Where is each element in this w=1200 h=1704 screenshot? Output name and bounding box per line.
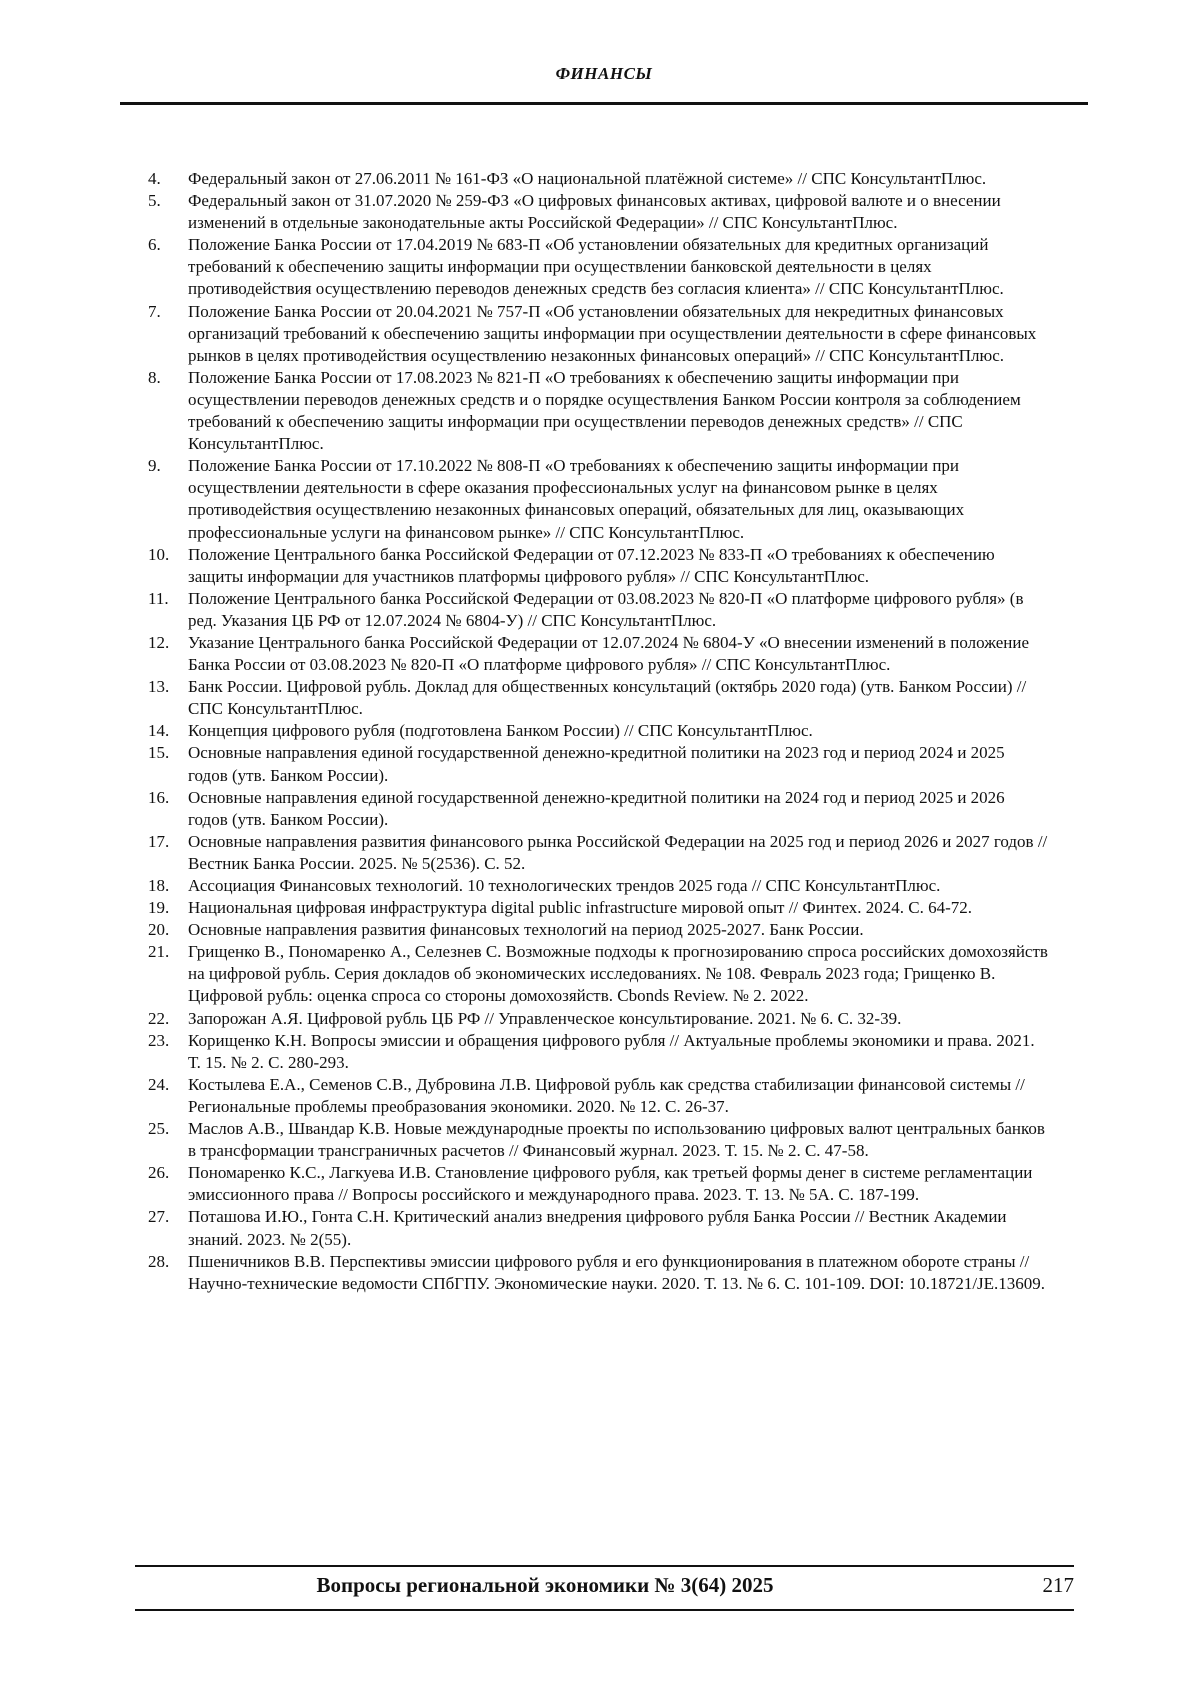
reference-text: Национальная цифровая инфраструктура digital public infrastructure мировой опыт // Финтех. 2024. С. 64-72. <box>188 898 973 918</box>
reference-item <box>148 1030 1048 1074</box>
reference-text: Корищенко К.Н. Вопросы эмиссии и обращения цифрового рубля // Актуальные проблемы экономики и права. 2021. Т. 15. № 2. С. 280-293. <box>188 1030 1035 1072</box>
reference-text: Костылева Е.А., Семенов С.В., Дубровина Л.В. Цифровой рубль как средства стабилизации финансовой системы // Региональные проблемы преобразования экономики. 2020. № 12. С. 26-37. <box>188 1074 1025 1116</box>
reference-text: Положение Банка России от 20.04.2021 № 757-П «Об установлении обязательных для некредитных финансовых организаций требований к обеспечению защиты информации при осуществлении деятельности в сфере финансовых рынков в целях противодействия осуществлению незаконных финансовых операций» // СПС КонсультантПлюс. <box>188 301 1037 365</box>
reference-item <box>148 1206 1048 1250</box>
reference-text: Федеральный закон от 31.07.2020 № 259-ФЗ «О цифровых финансовых активах, цифровой валюте и о внесении изменений в отдельные законодательные акты Российской Федерации» // СПС КонсультантПлюс. <box>188 191 1001 233</box>
reference-item <box>148 588 1048 632</box>
reference-text: Положение Банка России от 17.08.2023 № 821-П «О требованиях к обеспечению защиты информации при осуществлении переводов денежных средств и о порядке осуществления Банком России контроля за соблюдением требований к обеспечению защиты информации при осуществлении переводов денежных средств» // СПС КонсультантПлюс. <box>188 367 1021 454</box>
reference-text: Федеральный закон от 27.06.2011 № 161-ФЗ «О национальной платёжной системе» // СПС КонсультантПлюс. <box>188 169 987 188</box>
reference-item <box>148 1162 1048 1206</box>
reference-text: Основные направления единой государственной денежно-кредитной политики на 2023 год и период 2024 и 2025 годов (утв. Банком России). <box>188 743 1005 785</box>
reference-item <box>148 742 1048 786</box>
reference-item <box>148 1074 1048 1118</box>
reference-text: Положение Банка России от 17.10.2022 № 808-П «О требованиях к обеспечению защиты информации при осуществлении деятельности в сфере оказания профессиональных услуг на финансовом рынке в целях противодействия осуществлению незаконных финансовых операций, обязательных для лиц, оказывающих профессиональные услуги на финансовом рынке» // СПС КонсультантПлюс. <box>188 456 965 542</box>
reference-item <box>148 897 1048 919</box>
reference-text: Основные направления развития финансового рынка Российской Федерации на 2025 год и период 2026 и 2027 годов // Вестник Банка России. 2025. № 5(2536). С. 52. <box>188 831 1048 873</box>
reference-item <box>148 941 1048 1007</box>
reference-item <box>148 234 1048 300</box>
reference-number: 19. <box>148 898 170 918</box>
reference-number: 27. <box>148 1207 170 1227</box>
reference-number: 13. <box>148 677 170 697</box>
reference-number: 24. <box>148 1074 170 1094</box>
reference-number: 11. <box>148 588 169 608</box>
reference-number: 12. <box>148 632 170 652</box>
reference-number: 6. <box>148 235 161 255</box>
reference-number: 20. <box>148 920 170 940</box>
reference-item <box>148 787 1048 831</box>
reference-number: 16. <box>148 787 170 807</box>
reference-text: Банк России. Цифровой рубль. Доклад для общественных консультаций (октябрь 2020 года) (утв. Банком России) // СПС КонсультантПлюс. <box>188 677 1027 719</box>
reference-number: 7. <box>148 301 161 321</box>
reference-number: 5. <box>148 191 161 211</box>
reference-item <box>148 190 1048 234</box>
reference-item <box>148 1008 1048 1030</box>
reference-text: Грищенко В., Пономаренко А., Селезнев С. Возможные подходы к прогнозированию спроса российских домохозяйств на цифровой рубль. Серия докладов об экономических исследованиях. № 108. Февраль 2023 года; Грищенко В. Цифровой рубль: оценка спроса со стороны домохозяйств. Cbonds Review. № 2. 2022. <box>188 942 1048 1006</box>
reference-text: Основные направления единой государственной денежно-кредитной политики на 2024 год и период 2025 и 2026 годов (утв. Банком России). <box>188 787 1005 829</box>
reference-number: 28. <box>148 1251 170 1271</box>
reference-item <box>148 455 1048 543</box>
reference-text: Пшеничников В.В. Перспективы эмиссии цифрового рубля и его функционирования в платежном обороте страны // Научно-технические ведомости СПбГПУ. Экономические науки. 2020. Т. 13. № 6. С. 101-109. DOI: 10.18721/JE.13609. <box>188 1251 1046 1293</box>
reference-item <box>148 367 1048 455</box>
reference-item <box>148 720 1048 742</box>
reference-list <box>148 168 1048 1295</box>
reference-number: 23. <box>148 1030 170 1050</box>
reference-number: 10. <box>148 544 170 564</box>
reference-text: Указание Центрального банка Российской Федерации от 12.07.2024 № 6804-У «О внесении изменений в положение Банка России от 03.08.2023 № 820-П «О платформе цифрового рубля» // СПС КонсультантПлюс. <box>188 632 1030 675</box>
reference-item <box>148 544 1048 588</box>
reference-text: Основные направления развития финансовых технологий на период 2025-2027. Банк России. <box>188 920 864 940</box>
running-head: ФИНАНСЫ <box>555 64 653 83</box>
page-number: 217 <box>1042 1573 1074 1597</box>
header-rule <box>120 102 1088 105</box>
reference-number: 21. <box>148 942 170 962</box>
reference-item <box>148 1118 1048 1162</box>
reference-item <box>148 632 1048 676</box>
reference-number: 4. <box>148 169 161 188</box>
reference-item <box>148 301 1048 367</box>
reference-text: Концепция цифрового рубля (подготовлена Банком России) // СПС КонсультантПлюс. <box>188 721 813 741</box>
reference-item <box>148 831 1048 875</box>
footer-rule-bottom <box>135 1609 1074 1611</box>
reference-item <box>148 875 1048 897</box>
reference-text: Положение Банка России от 17.04.2019 № 683-П «Об установлении обязательных для кредитных организаций требований к обеспечению защиты информации при осуществлении банковской деятельности в целях противодействия осуществлению переводов денежных средств без согласия клиента» // СПС КонсультантПлюс. <box>188 235 1004 299</box>
reference-number: 22. <box>148 1008 170 1028</box>
reference-number: 9. <box>148 456 161 476</box>
reference-item <box>148 919 1048 941</box>
reference-text: Положение Центрального банка Российской Федерации от 03.08.2023 № 820-П «О платформе цифрового рубля» (в ред. Указания ЦБ РФ от 12.07.2024 № 6804-У) // СПС КонсультантПлюс. <box>188 588 1024 630</box>
reference-item <box>148 168 1048 190</box>
reference-number: 18. <box>148 876 170 895</box>
journal-title: Вопросы региональной экономики № 3(64) 2025 <box>316 1573 774 1597</box>
reference-text: Маслов А.В., Швандар К.В. Новые международные проекты по использованию цифровых валют центральных банков в трансформации трансграничных расчетов // Финансовый журнал. 2023. Т. 15. № 2. С. 47-58. <box>188 1119 1045 1161</box>
reference-text: Запорожан А.Я. Цифровой рубль ЦБ РФ // Управленческое консультирование. 2021. № 6. С. 32-39. <box>188 1008 902 1028</box>
reference-item <box>148 1251 1048 1295</box>
reference-text: Ассоциация Финансовых технологий. 10 технологических трендов 2025 года // СПС КонсультантПлюс. <box>188 876 941 895</box>
footer-rule-top <box>135 1565 1074 1567</box>
reference-number: 17. <box>148 831 170 851</box>
reference-number: 25. <box>148 1119 170 1139</box>
reference-number: 14. <box>148 721 170 741</box>
reference-text: Положение Центрального банка Российской Федерации от 07.12.2023 № 833-П «О требованиях к обеспечению защиты информации для участников платформы цифрового рубля» // СПС КонсультантПлюс. <box>188 544 995 586</box>
reference-text: Пономаренко К.С., Лагкуева И.В. Становление цифрового рубля, как третьей формы денег в системе регламентации эмиссионного права // Вопросы российского и международного права. 2023. Т. 13. № 5А. С. 187-199. <box>188 1163 1033 1205</box>
reference-item <box>148 676 1048 720</box>
reference-number: 26. <box>148 1163 170 1183</box>
reference-number: 15. <box>148 743 170 763</box>
reference-text: Поташова И.Ю., Гонта С.Н. Критический анализ внедрения цифрового рубля Банка России // Вестник Академии знаний. 2023. № 2(55). <box>188 1207 1007 1249</box>
reference-number: 8. <box>148 367 161 387</box>
